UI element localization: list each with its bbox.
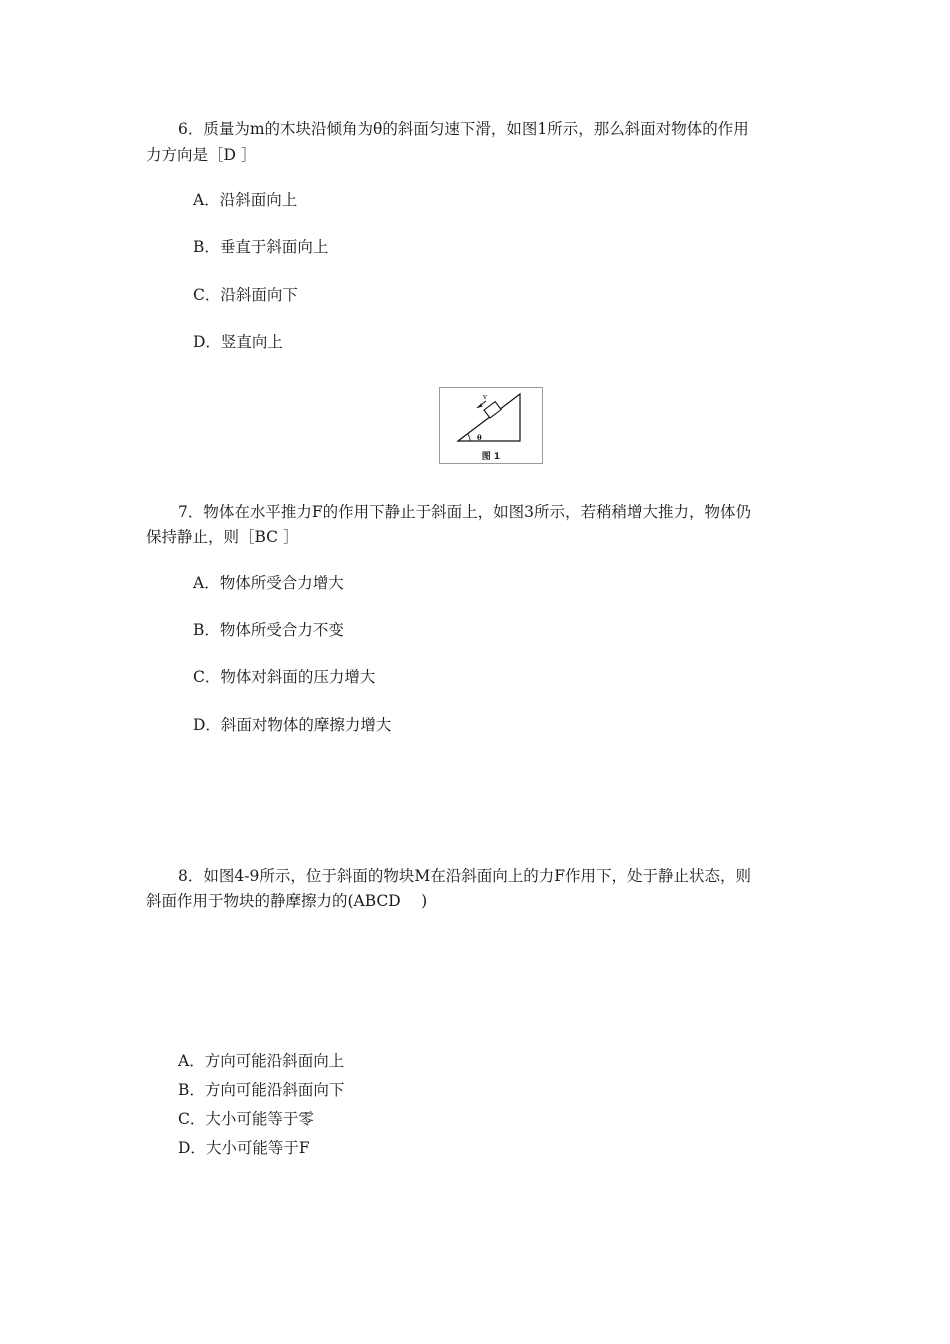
question-8-option-b: B．方向可能沿斜面向下 [178, 1081, 345, 1099]
question-8-option-d: D．大小可能等于F [178, 1139, 310, 1157]
question-7-text-line1: 7．物体在水平推力F的作用下静止于斜面上，如图3所示，若稍稍增大推力，物体仍 [178, 503, 751, 521]
question-7-text-line2: 保持静止，则［BC ］ [146, 528, 299, 546]
question-7-option-d: D．斜面对物体的摩擦力增大 [193, 716, 392, 734]
angle-arc [468, 434, 470, 441]
question-6-option-a: A．沿斜面向上 [193, 191, 298, 209]
question-8-text-line1: 8．如图4-9所示，位于斜面的物块M在沿斜面向上的力F作用下，处于静止状态，则 [178, 867, 751, 885]
figure-1-incline-diagram [439, 387, 543, 464]
angle-label: θ [477, 433, 482, 442]
question-6-option-b: B．垂直于斜面向上 [193, 238, 329, 256]
sliding-block [484, 402, 501, 418]
figure-1-caption: 图 1 [481, 452, 501, 462]
question-7-option-b: B．物体所受合力不变 [193, 621, 344, 639]
question-8-text-line2: 斜面作用于物块的静摩擦力的(ABCD ) [146, 892, 428, 910]
question-8-option-c: C．大小可能等于零 [178, 1110, 314, 1128]
question-8-option-a: A．方向可能沿斜面向上 [178, 1052, 345, 1070]
velocity-label: v [483, 393, 487, 401]
question-6-text-line1: 6．质量为m的木块沿倾角为θ的斜面匀速下滑，如图1所示，那么斜面对物体的作用 [178, 120, 749, 138]
question-6-text-line2: 力方向是［D ］ [146, 146, 257, 164]
question-7-option-a: A．物体所受合力增大 [193, 574, 344, 592]
question-6-option-d: D．竖直向上 [193, 333, 283, 351]
question-7-option-c: C．物体对斜面的压力增大 [193, 668, 376, 686]
question-6-option-c: C．沿斜面向下 [193, 286, 298, 304]
